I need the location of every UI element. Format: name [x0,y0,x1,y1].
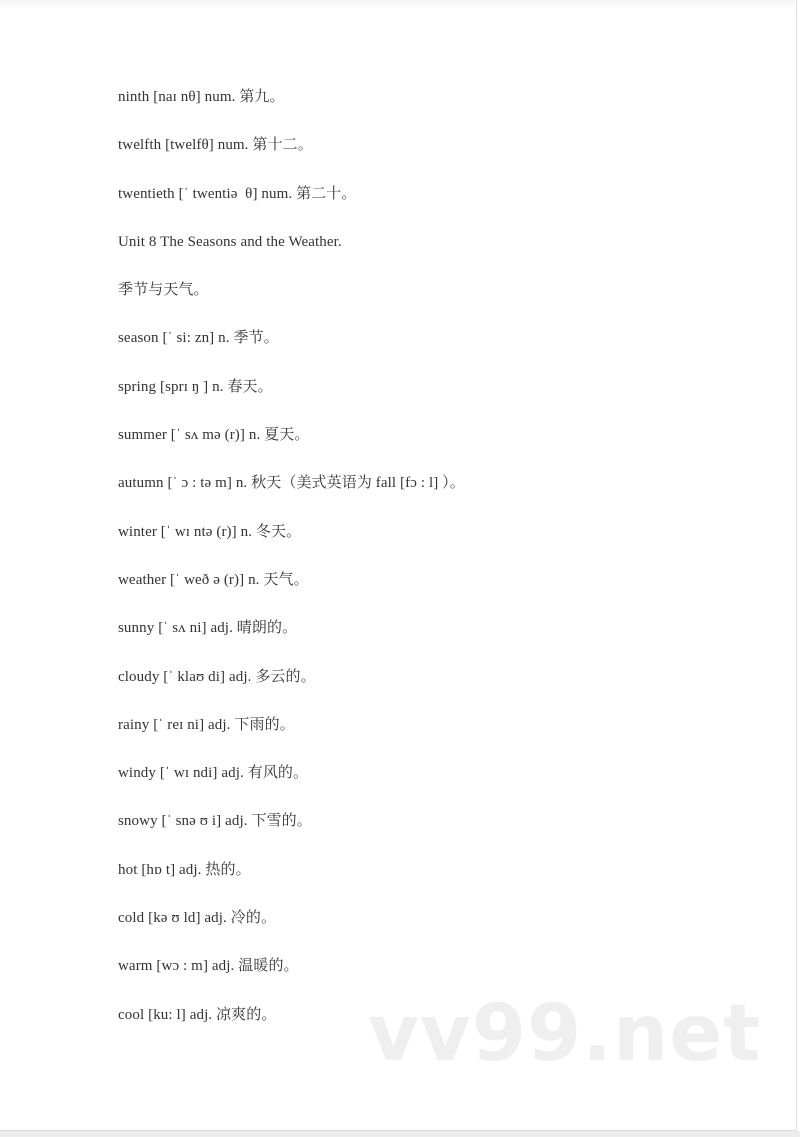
entry-definition: 秋天（美式英语为 fall [fɔ : l] ）。 [251,475,465,492]
entry-definition: 季节。 [233,330,279,347]
entry-definition: 凉爽的。 [216,1006,277,1023]
vocab-entry-twentieth [118,183,465,231]
vocab-entry-weather [118,569,465,617]
entry-definition: 天气。 [263,571,309,588]
entry-word: windy [118,765,156,782]
entry-phonetic: [ˈ sʌ ni] [158,620,207,637]
vocab-entry-twelfth [118,134,465,182]
entry-word: cool [118,1006,145,1023]
entry-definition: 晴朗的。 [236,620,298,637]
unit-heading [118,231,465,279]
entry-part-of-speech: adj. [228,668,252,685]
entry-word: warm [118,958,153,975]
entry-phonetic: [sprɪ ŋ ] [159,378,209,395]
entry-part-of-speech: n. [240,523,253,540]
entry-phonetic: [ˈ klaʊ di] [163,668,226,685]
entry-part-of-speech: adj. [189,1006,213,1023]
entry-phonetic: [ku: l] [148,1006,186,1023]
entry-word: twentieth [118,185,175,202]
vocab-entry-hot [118,859,465,907]
entry-part-of-speech: adj. [204,910,227,927]
entry-part-of-speech: num. [261,185,293,202]
entry-part-of-speech: adj. [221,765,244,782]
entry-part-of-speech: adj. [211,958,235,975]
entry-definition: 第二十。 [296,185,357,202]
entry-definition: 春天。 [227,378,273,395]
entry-word: cold [118,910,145,927]
entry-word: ninth [118,89,150,105]
entry-part-of-speech: n. [248,571,260,588]
entry-definition: 夏天。 [264,427,310,444]
vocab-entry-snowy [118,810,465,858]
vocab-entry-spring [118,376,465,424]
entry-word: cloudy [118,668,160,685]
entry-part-of-speech: n. [235,475,248,492]
entry-part-of-speech: adj. [225,813,248,830]
entry-word: spring [118,378,157,395]
unit-subheading [118,279,465,327]
entry-definition: 下雨的。 [234,716,295,733]
entry-word: winter [118,523,157,540]
page-top-edge [0,0,796,10]
entry-phonetic: [ˈ sʌ mə (r)] [170,427,245,444]
entry-word: autumn [118,475,164,492]
entry-phonetic: [ˈ reɪ ni] [153,716,205,733]
entry-definition: 有风的。 [247,765,309,782]
unit-heading-text: Unit 8 The Seasons and the Weather. [118,233,342,250]
entry-phonetic: [ˈ wɪ ndi] [159,765,218,782]
entry-word: twelfth [118,137,162,154]
vocab-entry-warm [118,955,465,1003]
entry-definition: 下雪的。 [251,813,312,830]
entry-word: summer [118,427,167,444]
entry-part-of-speech: n. [218,330,230,347]
entry-word: snowy [118,813,158,830]
vocab-entry-cold [118,907,465,955]
vocab-entry-windy [118,762,465,810]
entry-word: weather [118,571,167,588]
entry-phonetic: [ˈ ɔ : tə m] [167,475,232,492]
entry-phonetic: [ˈ wɪ ntə (r)] [160,523,237,540]
entry-definition: 冷的。 [230,910,277,927]
entry-part-of-speech: n. [248,427,261,444]
page-bottom-edge [0,1131,800,1137]
vocab-entry-summer [118,424,465,472]
entry-part-of-speech: adj. [208,716,231,733]
vocab-entry-autumn [118,472,465,520]
vocab-entry-sunny [118,617,465,665]
entry-phonetic: [ˈ si: zn] [162,330,215,347]
entry-part-of-speech: n. [212,378,224,395]
entry-definition: 第九。 [239,89,285,105]
entry-phonetic: [twelfθ] [165,137,214,154]
vocab-entry-cloudy [118,666,465,714]
vocab-entry-rainy [118,714,465,762]
entry-definition: 多云的。 [255,668,316,685]
vocab-entry-ninth [118,86,465,134]
entry-phonetic: [ˈ twentiə θ] [178,185,258,202]
entry-phonetic: [ˈ weð ə (r)] [170,571,245,588]
entry-part-of-speech: num. [217,137,249,154]
entry-definition: 第十二。 [252,137,313,154]
vocab-entry-winter [118,521,465,569]
entry-word: rainy [118,716,150,733]
entry-word: sunny [118,620,155,637]
entry-definition: 冬天。 [255,523,302,540]
entry-phonetic: [ˈ snə ʊ i] [161,813,222,830]
entry-word: hot [118,861,138,878]
entry-phonetic: [naɪ nθ] [153,89,201,105]
entry-part-of-speech: num. [204,89,236,105]
entry-word: season [118,330,159,347]
watermark-text: vv99.net [368,989,762,1079]
entry-phonetic: [wɔ : m] [156,958,209,975]
entry-phonetic: [kə ʊ ld] [148,910,201,927]
vocab-entry-season [118,327,465,375]
entry-definition: 热的。 [205,861,251,878]
entry-part-of-speech: adj. [179,861,202,878]
entry-phonetic: [hɒ t] [141,861,176,878]
entry-part-of-speech: adj. [210,620,233,637]
vocab-entry-cool [118,1004,465,1052]
unit-subheading-text: 季节与天气。 [118,282,209,299]
vocabulary-list [118,86,465,1052]
entry-definition: 温暖的。 [238,958,299,975]
